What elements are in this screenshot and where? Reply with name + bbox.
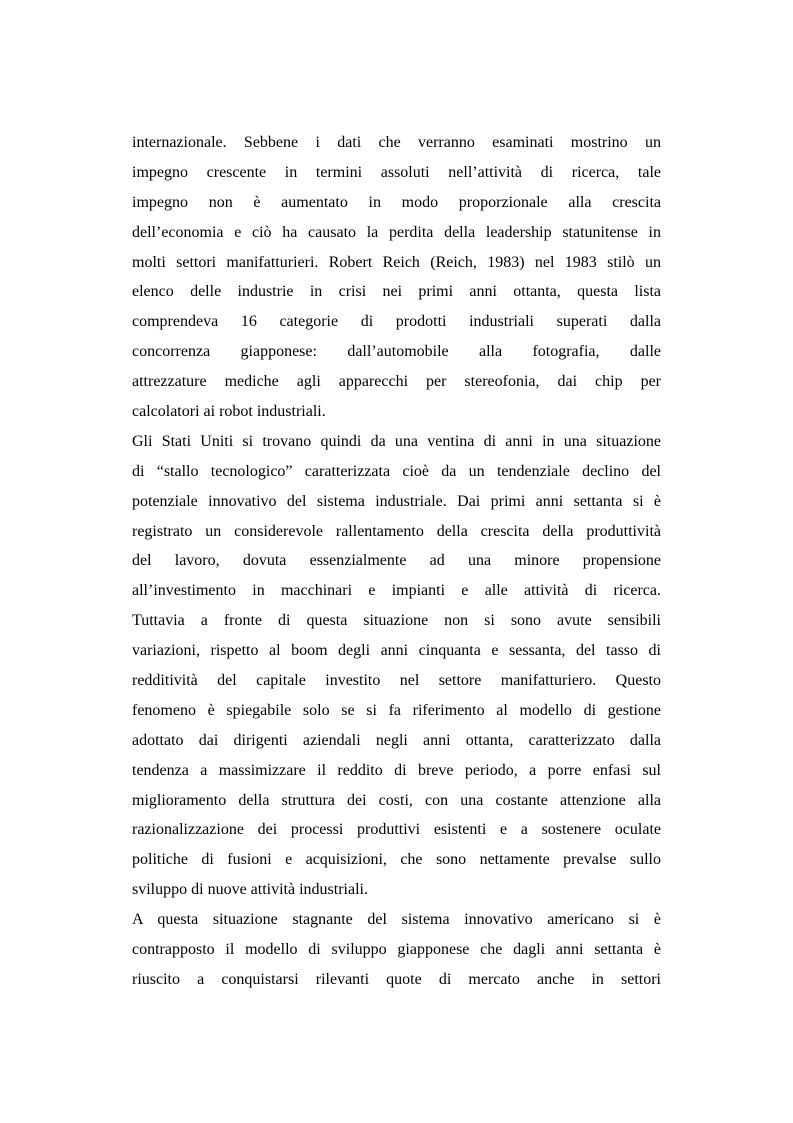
text-line: sviluppo di nuove attività industriali. bbox=[132, 881, 368, 899]
text-line: razionalizzazione dei processi produttivi esistenti e a sostenere oculate bbox=[132, 821, 661, 839]
text-line: contrapposto il modello di sviluppo giapponese che dagli anni settanta è bbox=[132, 941, 661, 959]
paragraph-1 bbox=[132, 128, 661, 427]
text-line: calcolatori ai robot industriali. bbox=[132, 403, 326, 421]
text-line: Gli Stati Uniti si trovano quindi da una ventina di anni in una situazione bbox=[132, 432, 661, 450]
text-line: registrato un considerevole rallentamento della crescita della produttività bbox=[132, 522, 661, 540]
text-line: riuscito a conquistarsi rilevanti quote di mercato anche in settori bbox=[132, 970, 661, 988]
text-line: comprendeva 16 categorie di prodotti industriali superati dalla bbox=[132, 313, 661, 331]
text-line: attrezzature mediche agli apparecchi per stereofonia, dai chip per bbox=[132, 373, 661, 391]
text-line: impegno non è aumentato in modo proporzionale alla crescita bbox=[132, 193, 661, 211]
text-line: adottato dai dirigenti aziendali negli anni ottanta, caratterizzato dalla bbox=[132, 731, 661, 749]
text-line: all’investimento in macchinari e impianti e alle attività di ricerca. bbox=[132, 582, 661, 600]
text-line: elenco delle industrie in crisi nei primi anni ottanta, questa lista bbox=[132, 283, 661, 301]
text-line: politiche di fusioni e acquisizioni, che sono nettamente prevalse sullo bbox=[132, 851, 661, 869]
text-line: redditività del capitale investito nel settore manifatturiero. Questo bbox=[132, 672, 661, 690]
text-line: A questa situazione stagnante del sistema innovativo americano si è bbox=[132, 911, 661, 929]
text-line: potenziale innovativo del sistema industriale. Dai primi anni settanta si è bbox=[132, 492, 661, 510]
body-text bbox=[132, 128, 661, 995]
text-line: fenomeno è spiegabile solo se si fa riferimento al modello di gestione bbox=[132, 701, 661, 719]
text-line: del lavoro, dovuta essenzialmente ad una minore propensione bbox=[132, 552, 661, 570]
text-line: impegno crescente in termini assoluti nell’attività di ricerca, tale bbox=[132, 163, 661, 181]
text-line: concorrenza giapponese: dall’automobile alla fotografia, dalle bbox=[132, 343, 661, 361]
paragraph-2 bbox=[132, 427, 661, 905]
paragraph-3 bbox=[132, 905, 661, 995]
text-line: dell’economia e ciò ha causato la perdita della leadership statunitense in bbox=[132, 223, 661, 241]
text-line: variazioni, rispetto al boom degli anni cinquanta e sessanta, del tasso di bbox=[132, 642, 661, 660]
text-line: Tuttavia a fronte di questa situazione non si sono avute sensibili bbox=[132, 612, 661, 630]
text-line: molti settori manifatturieri. Robert Reich (Reich, 1983) nel 1983 stilò un bbox=[132, 253, 661, 271]
text-line: di “stallo tecnologico” caratterizzata cioè da un tendenziale declino del bbox=[132, 462, 661, 480]
text-line: miglioramento della struttura dei costi, con una costante attenzione alla bbox=[132, 791, 661, 809]
text-line: tendenza a massimizzare il reddito di breve periodo, a porre enfasi sul bbox=[132, 761, 661, 779]
text-line: internazionale. Sebbene i dati che verranno esaminati mostrino un bbox=[132, 134, 661, 151]
